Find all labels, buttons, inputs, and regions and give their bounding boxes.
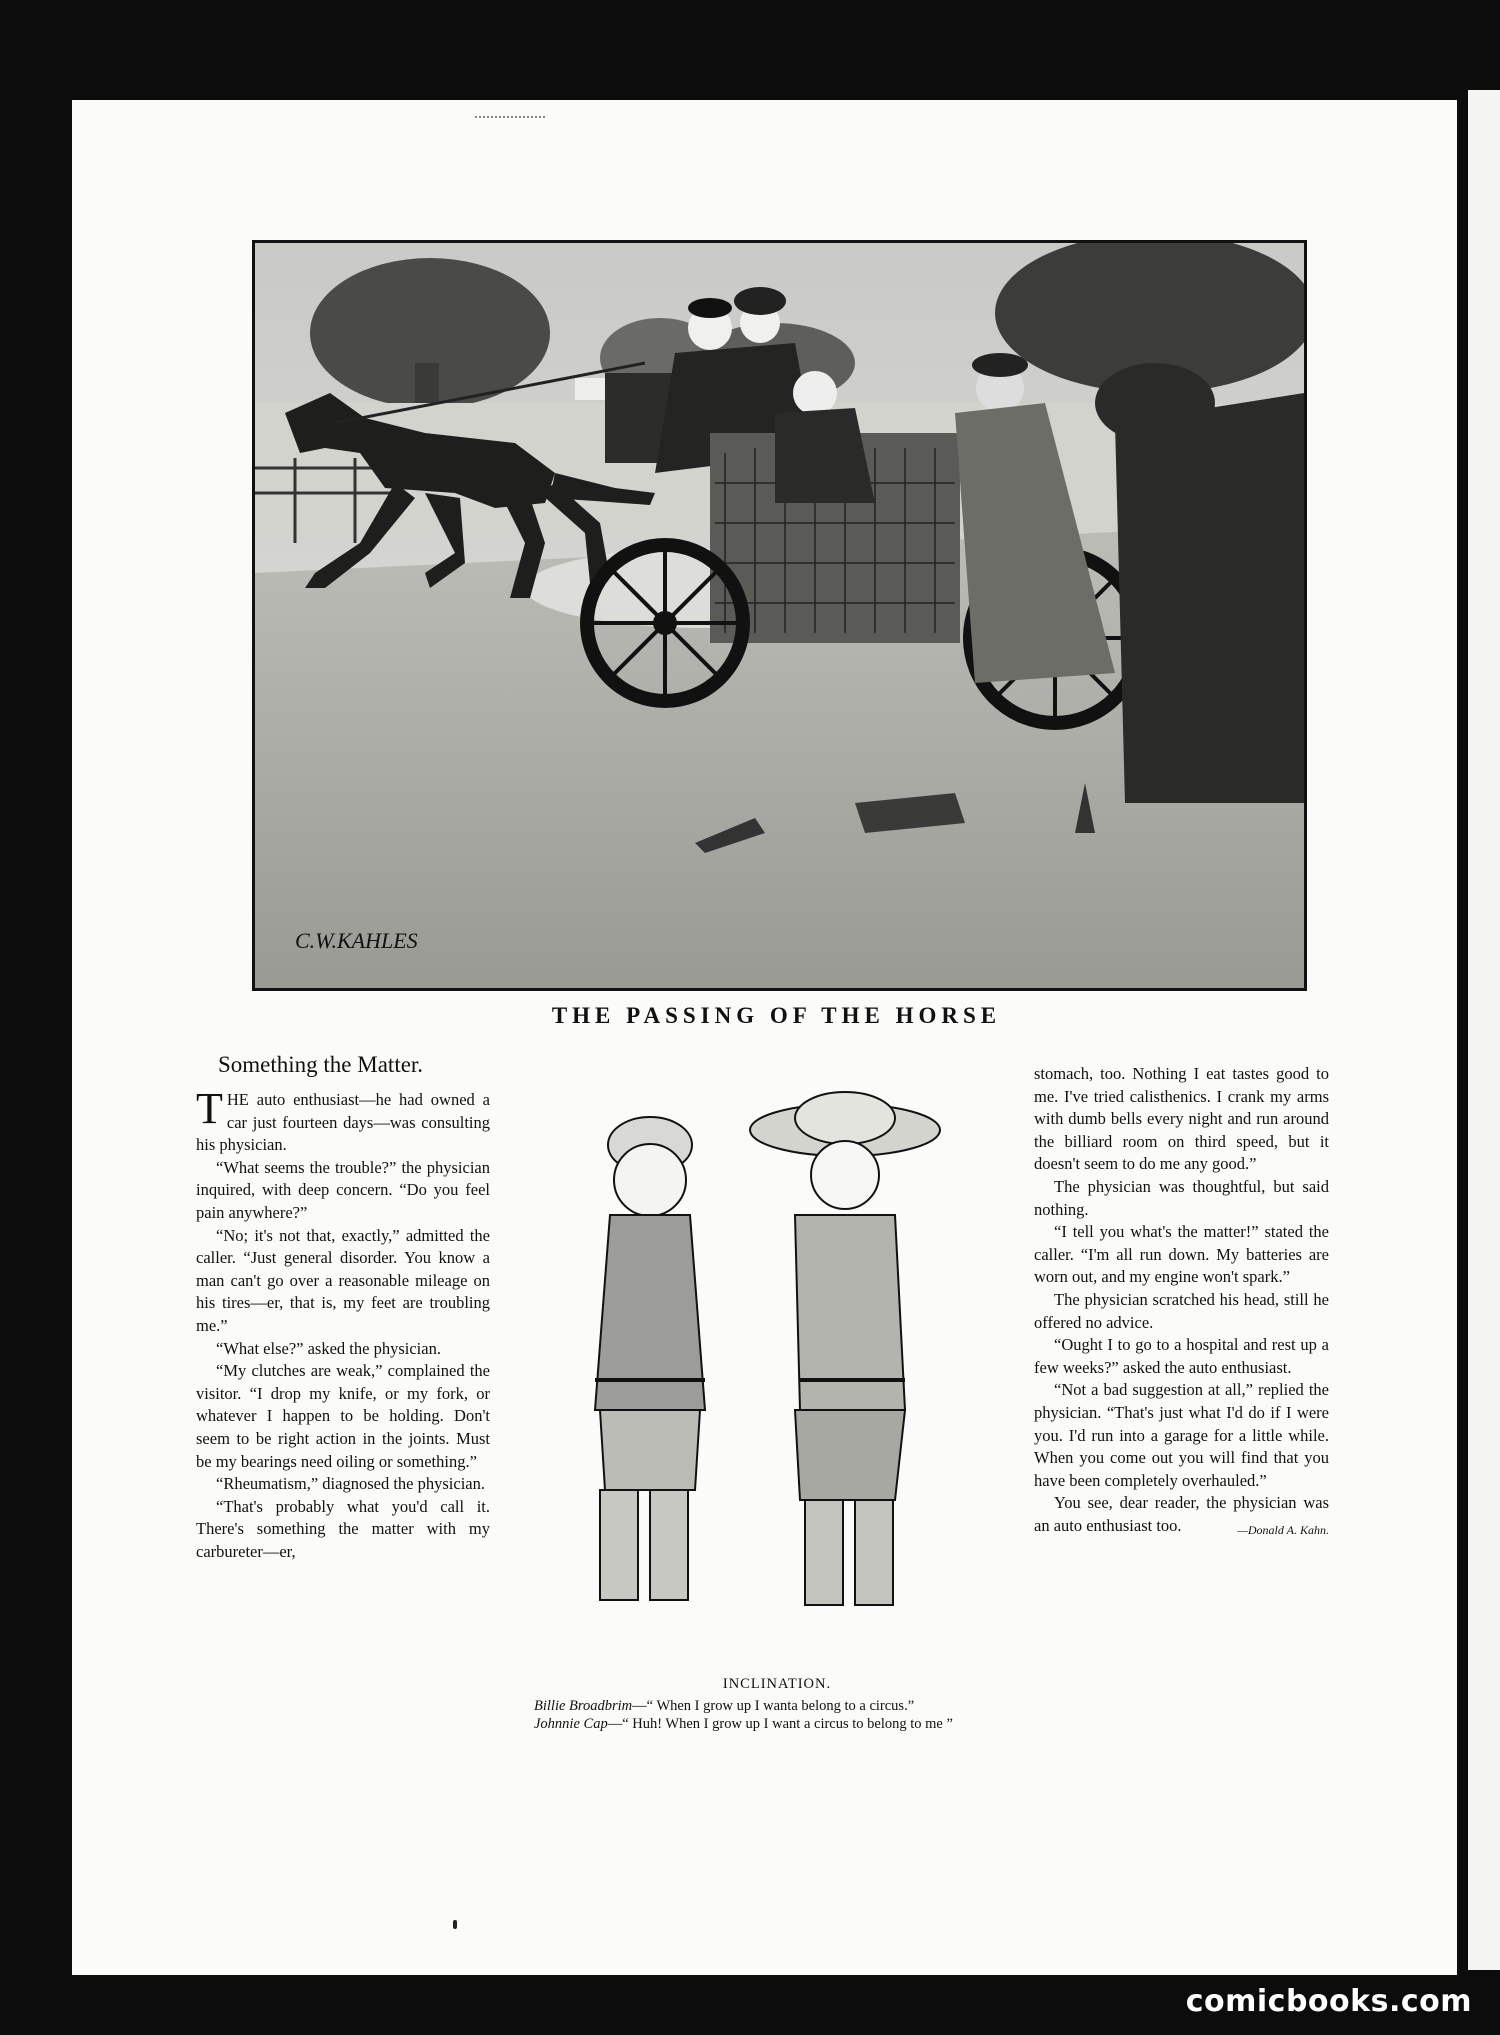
cartoon-line: Billie Broadbrim—“ When I grow up I wanta belong to a circus.” (534, 1698, 915, 1714)
article-paragraph: THE auto enthusiast—he had owned a car just fourteen days—was consulting his physician. (196, 1084, 490, 1155)
author-signature: —Donald A. Kahn. (1237, 1522, 1329, 1537)
article-paragraph: “Not a bad suggestion at all,” replied the physician. “That's just what I'd do if I were you. I'd run into a garage for a little while. When you come out you will find that you have been completely overhauled.” (1034, 1380, 1329, 1490)
article-paragraph: “What else?” asked the physician. (216, 1338, 441, 1358)
article-paragraph: “No; it's not that, exactly,” admitted the caller. “Just general disorder. You know a man can't go over a reasonable mileage on his tires—er, that is, my feet are troubling me.” (196, 1225, 490, 1335)
article-paragraph: The physician scratched his head, still he offered no advice. (1034, 1289, 1329, 1332)
print-speck (453, 1920, 457, 1929)
article-paragraph: stomach, too. Nothing I eat tastes good to me. I've tried calisthenics. I crank my arms with dumb bells every night and run around the billiard room on third speed, but it doesn't seem to do me any good.” (1034, 1064, 1329, 1174)
inclination-cartoon (500, 1080, 1020, 1640)
article-paragraph: You see, dear reader, the physician was an auto enthusiast too. —Donald A. Kahn. (1034, 1492, 1329, 1537)
article-paragraph: “Ought I to go to a hospital and rest up a few weeks?” asked the auto enthusiast. (1034, 1335, 1329, 1377)
top-dash-mark (475, 116, 545, 120)
cartoon-line: Johnnie Cap—“ Huh! When I grow up I want a circus to belong to me ” (534, 1716, 953, 1732)
article-heading: Something the Matter. (218, 1052, 424, 1077)
main-caption: THE PASSING OF THE HORSE (551, 1003, 1002, 1028)
article-paragraph: “What seems the trouble?” the physician inquired, with deep concern. “Do you feel pain anywhere?” (196, 1157, 490, 1222)
speaker-name: Billie Broadbrim (534, 1698, 633, 1714)
artist-signature: C.W.KAHLES (295, 928, 418, 953)
dropcap: T (196, 1084, 223, 1133)
speaker-name: Johnnie Cap (534, 1716, 608, 1732)
cartoon-caption (520, 1675, 1020, 1733)
cartoon-title: INCLINATION. (722, 1676, 832, 1692)
article-paragraph: “Rheumatism,” diagnosed the physician. (216, 1474, 485, 1494)
article-paragraph: “My clutches are weak,” complained the visitor. “I drop my knife, or my fork, or whatever I happen to be holding. Don't seem to be right action in the joints. Must be my bearings need oiling or something.” (196, 1361, 490, 1471)
article-paragraph: “That's probably what you'd call it. There's something the matter with my carbureter—er, (196, 1496, 490, 1561)
article-left-column (196, 1084, 490, 1563)
car-and-horse-illustration (252, 240, 1307, 991)
article-paragraph: The physician was thoughtful, but said nothing. (1034, 1176, 1329, 1219)
site-watermark: comicbooks.com (1185, 1984, 1472, 2019)
adjacent-page-edge (1468, 90, 1500, 1970)
article-paragraph: “I tell you what's the matter!” stated the caller. “I'm all run down. My batteries are worn out, and my engine won't spark.” (1034, 1222, 1329, 1287)
article-right-column (1034, 1063, 1329, 1541)
